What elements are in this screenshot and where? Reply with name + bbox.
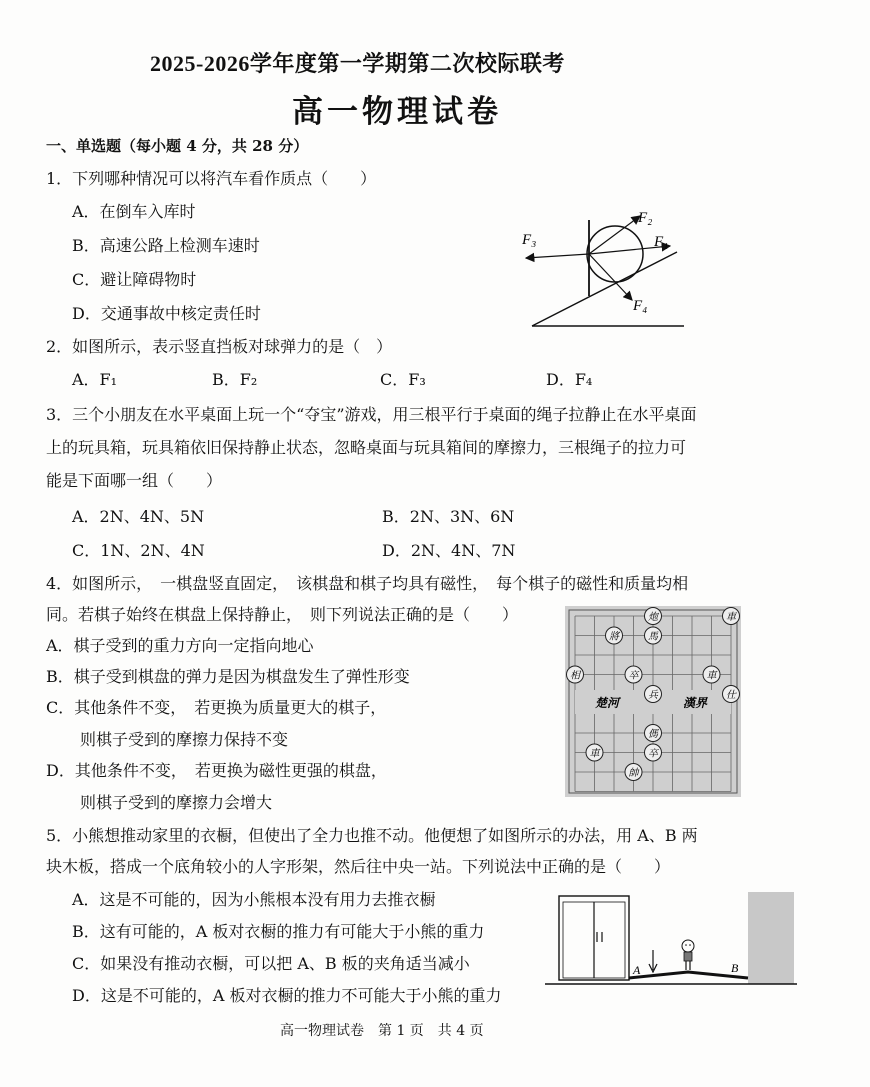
q3-option-d: D．2N、4N、7N xyxy=(382,541,516,560)
q1-option-a: A．在倒车入库时 xyxy=(72,202,196,221)
q1-option-b: B．高速公路上检测车速时 xyxy=(72,236,260,255)
paper-subtitle: 高一物理试卷 xyxy=(292,94,502,130)
label-f4: F₄ xyxy=(633,298,648,314)
question-3-stem-line-2: 上的玩具箱，玩具箱依旧保持静止状态，忽略桌面与玩具箱间的摩擦力，三根绳子的拉力可 xyxy=(46,438,687,457)
exam-title: 2025-2026学年度第一学期第二次校际联考 xyxy=(150,51,565,76)
question-2-stem: 2．如图所示，表示竖直挡板对球弹力的是（ ） xyxy=(46,337,393,356)
chess-piece-label: 將 xyxy=(609,631,619,643)
force-f3-arrow xyxy=(526,254,589,258)
chess-piece-label: 車 xyxy=(706,670,717,682)
q4-option-c-continued: 则棋子受到的摩擦力保持不变 xyxy=(80,730,289,749)
question-5-stem-line-2: 块木板，搭成一个底角较小的人字形架，然后往中央一站。下列说法中正确的是（ ） xyxy=(46,857,671,876)
section-heading: 一、单选题（每小题 4 分，共 28 分） xyxy=(46,137,309,155)
q4-option-a: A．棋子受到的重力方向一定指向地心 xyxy=(46,636,314,655)
question-4-stem-line-1: 4．如图所示， 一棋盘竖直固定， 该棋盘和棋子均具有磁性， 每个棋子的磁性和质量均相 xyxy=(46,574,689,593)
river-right-text: 漢界 xyxy=(683,696,708,710)
board-b-label: B xyxy=(731,961,739,975)
chess-piece-label: 相 xyxy=(570,670,580,682)
q3-option-b: B．2N、3N、6N xyxy=(382,507,515,526)
q5-option-c: C．如果没有推动衣橱，可以把 A、B 板的夹角适当减小 xyxy=(72,954,470,973)
force-f2-arrow xyxy=(589,216,640,254)
question-1-stem: 1．下列哪种情况可以将汽车看作质点（ ） xyxy=(46,169,377,188)
q4-option-c: C．其他条件不变， 若更换为质量更大的棋子， xyxy=(46,698,387,717)
chess-piece-label: 炮 xyxy=(648,612,658,623)
q2-option-d: D．F₄ xyxy=(546,370,593,389)
incline-line xyxy=(532,252,677,326)
q5-option-d: D．这是不可能的，A 板对衣橱的推力不可能大于小熊的重力 xyxy=(72,986,502,1005)
chess-piece-label: 兵 xyxy=(648,690,658,701)
chess-piece-label: 卒 xyxy=(628,670,639,682)
q2-option-a: A．F₁ xyxy=(72,370,118,389)
q2-option-c: C．F₃ xyxy=(380,370,426,389)
chess-piece-label: 仕 xyxy=(726,690,736,701)
q1-option-d: D．交通事故中核定责任时 xyxy=(72,304,261,323)
wardrobe-figure xyxy=(545,888,797,992)
q3-option-c: C．1N、2N、4N xyxy=(72,541,205,560)
chess-piece-label: 馬 xyxy=(648,631,658,643)
label-f3: F₃ xyxy=(522,232,537,248)
question-3-stem-line-3: 能是下面哪一组（ ） xyxy=(46,471,223,490)
q3-option-a: A．2N、4N、5N xyxy=(72,507,205,526)
chess-piece-label: 帥 xyxy=(628,768,639,779)
river-left-text: 楚河 xyxy=(595,696,620,710)
q4-option-d-continued: 则棋子受到的摩擦力会增大 xyxy=(80,793,273,812)
question-4-stem-line-2: 同。若棋子始终在棋盘上保持静止， 则下列说法正确的是（ ） xyxy=(46,605,519,624)
wall xyxy=(748,892,794,984)
label-f2: F₂ xyxy=(638,210,653,226)
q5-option-a: A．这是不可能的，因为小熊根本没有用力去推衣橱 xyxy=(72,890,436,909)
q4-option-b: B．棋子受到棋盘的弹力是因为棋盘发生了弹性形变 xyxy=(46,667,410,686)
label-f1: F₁ xyxy=(654,234,669,250)
question-5-stem-line-1: 5．小熊想推动家里的衣橱，但使出了全力也推不动。他便想了如图所示的办法，用 A、B 两 xyxy=(46,826,698,845)
chess-piece-label: 傌 xyxy=(648,729,658,740)
ball-incline-figure xyxy=(512,200,692,335)
q5-option-b: B．这有可能的，A 板对衣橱的推力有可能大于小熊的重力 xyxy=(72,922,485,941)
chess-piece-label: 卒 xyxy=(648,748,658,760)
board-a-label: A xyxy=(633,963,641,977)
question-3-stem-line-1: 3．三个小朋友在水平桌面上玩一个“夺宝”游戏，用三根平行于桌面的绳子拉静止在水平桌面 xyxy=(46,405,697,424)
chess-piece-label: 車 xyxy=(589,748,600,760)
chess-board-figure xyxy=(565,606,741,797)
q4-option-d: D．其他条件不变， 若更换为磁性更强的棋盘， xyxy=(46,761,387,780)
q1-option-c: C．避让障碍物时 xyxy=(72,270,197,289)
chess-piece-label: 車 xyxy=(726,612,736,623)
page-footer: 高一物理试卷 第 1 页 共 4 页 xyxy=(280,1023,484,1039)
q2-option-b: B．F₂ xyxy=(212,370,258,389)
